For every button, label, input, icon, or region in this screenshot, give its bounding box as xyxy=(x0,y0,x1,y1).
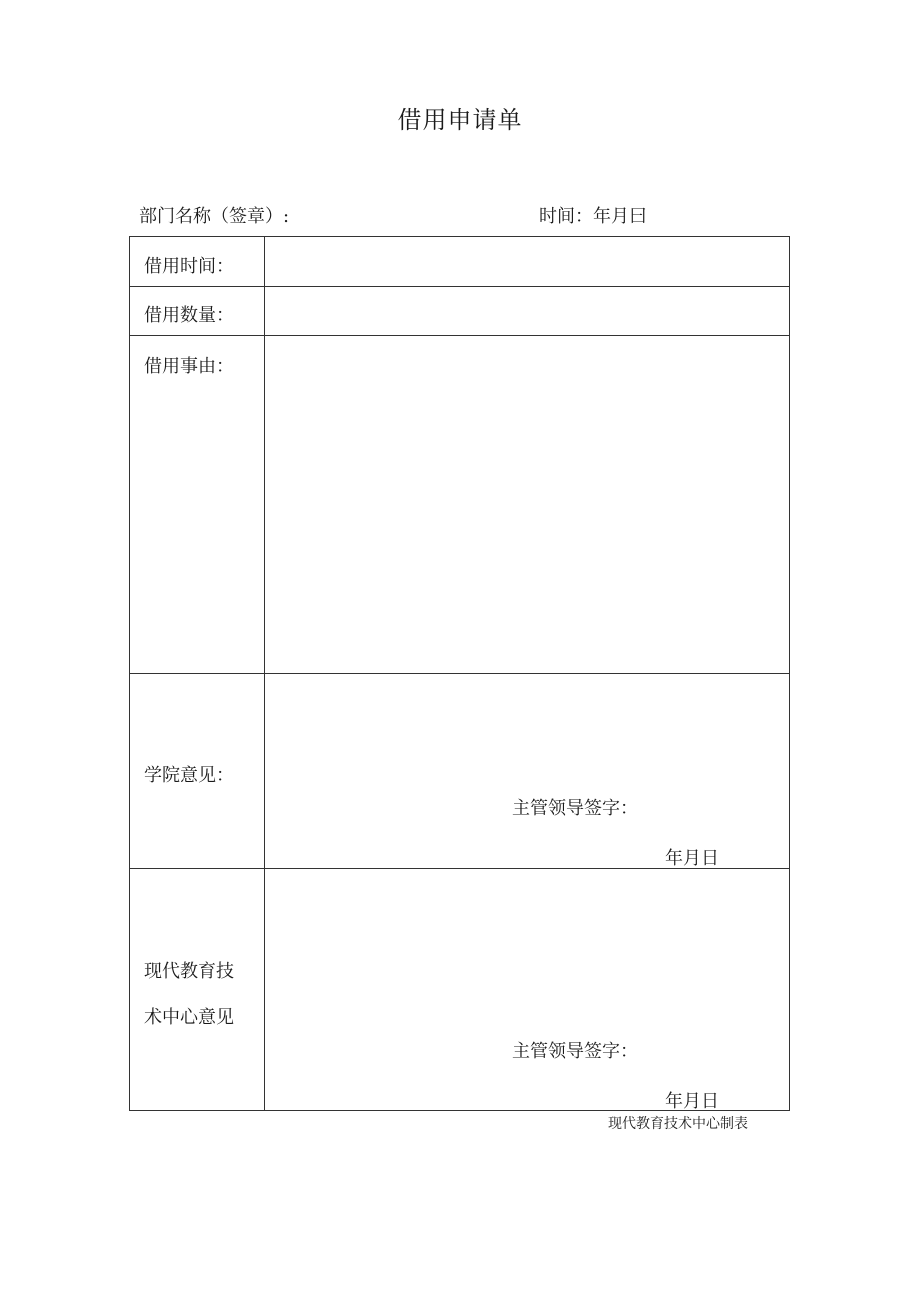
center-sign-date: 年月日 xyxy=(665,1091,719,1112)
college-sign-date: 年月日 xyxy=(665,848,719,869)
center-signature-label: 主管领导签字： xyxy=(512,1041,638,1062)
row-borrow-reason xyxy=(130,336,789,674)
row-college-opinion xyxy=(130,674,789,869)
center-opinion-field[interactable] xyxy=(265,869,789,1110)
application-form-table xyxy=(129,236,790,1111)
label-cell xyxy=(130,287,265,335)
borrow-time-label: 借用时间： xyxy=(144,256,234,277)
row-borrow-quantity xyxy=(130,287,789,336)
date-label: 时间：年月曰 xyxy=(539,206,647,227)
row-borrow-time xyxy=(130,237,789,287)
department-label: 部门名称（签章）: xyxy=(139,206,290,227)
page-title: 借用申请单 xyxy=(397,106,523,134)
college-opinion-field[interactable] xyxy=(265,674,789,868)
label-cell xyxy=(130,336,265,673)
row-center-opinion xyxy=(130,869,789,1110)
borrow-quantity-field[interactable] xyxy=(265,287,789,335)
center-opinion-label-line1: 现代教育技 xyxy=(144,961,234,982)
borrow-quantity-label: 借用数量： xyxy=(144,305,234,326)
label-cell xyxy=(130,674,265,868)
center-opinion-label-line2: 术中心意见 xyxy=(144,1007,234,1028)
footer-maker-note: 现代教育技术中心制表 xyxy=(608,1116,748,1132)
college-opinion-label: 学院意见： xyxy=(144,765,234,786)
college-signature-label: 主管领导签字： xyxy=(512,798,638,819)
borrow-reason-label: 借用事由： xyxy=(144,356,234,377)
borrow-reason-field[interactable] xyxy=(265,336,789,673)
borrow-time-field[interactable] xyxy=(265,237,789,286)
label-cell xyxy=(130,237,265,286)
label-cell xyxy=(130,869,265,1110)
